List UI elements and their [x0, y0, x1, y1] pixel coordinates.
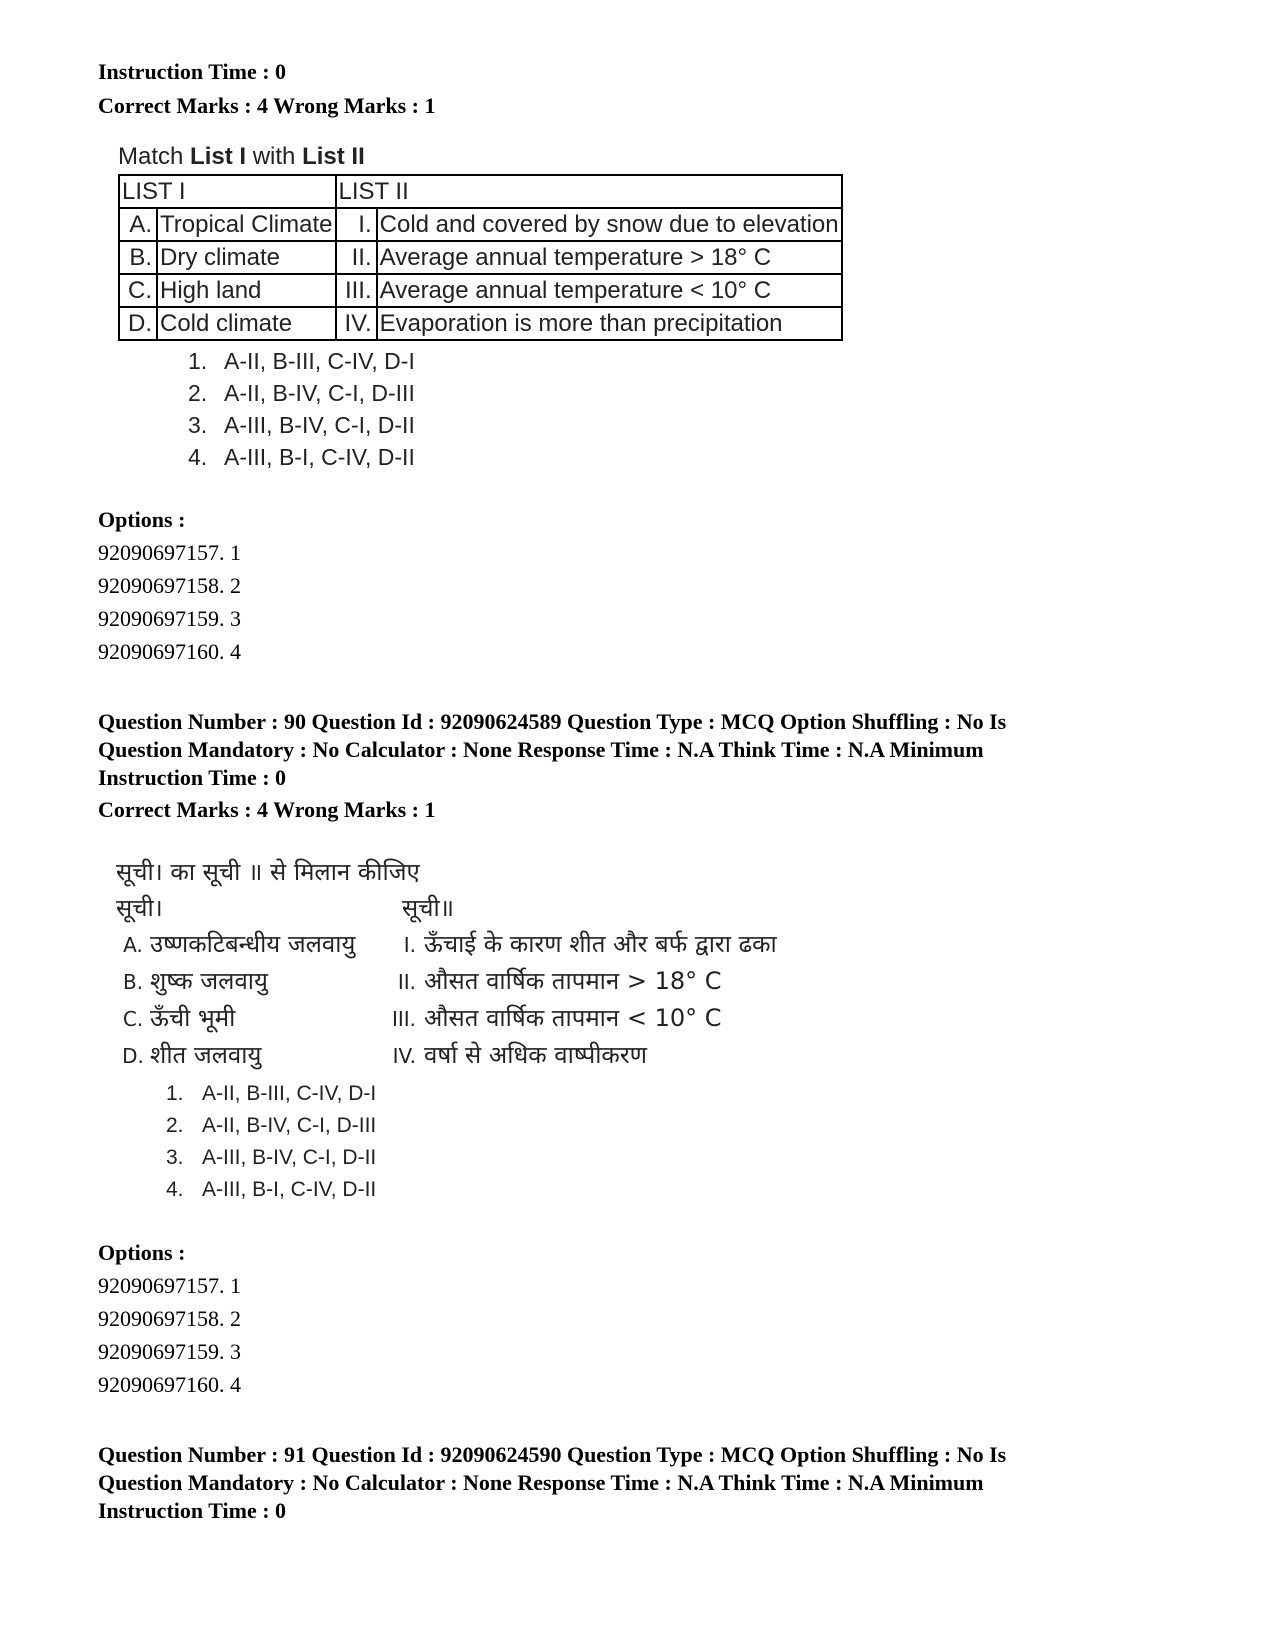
list-item: A. उष्णकटिबन्धीय जलवायु I. ऊँचाई के कारण शीत और बर्फ द्वारा ढका — [123, 930, 777, 958]
table-header-row — [119, 175, 842, 208]
question-meta: Question Number : 90 Question Id : 92090624589 Question Type : MCQ Option Shuffling : No Is Question Mandatory : No Calculator : None Response Time : N.A Think Time : N.A Minimum Instruction Time : 0 Correct Marks : 4 Wrong Marks : 1 — [98, 709, 1007, 822]
list-item: 2. A-II, B-IV, C-I, D-III — [166, 1114, 377, 1137]
option-item: 92090697157. 1 — [98, 1273, 241, 1298]
table-row: A. Tropical Climate I. Cold and covered by snow due to elevation — [119, 208, 842, 241]
list2-header: LIST II — [336, 175, 842, 208]
option-item: 92090697160. 4 — [98, 1372, 241, 1397]
list-item: 1. A-II, B-III, C-IV, D-I — [166, 1082, 377, 1105]
option-item: 92090697160. 4 — [98, 639, 241, 664]
list-headers: सूची। सूची॥ — [116, 894, 455, 922]
list-item: 3. A-III, B-IV, C-I, D-II — [166, 1146, 377, 1169]
table-row: C. High land III. Average annual temperature < 10° C — [119, 274, 842, 307]
document-page — [98, 58, 1198, 1525]
option-item: 92090697158. 2 — [98, 573, 241, 598]
option-item: 92090697158. 2 — [98, 1306, 241, 1331]
options-list — [98, 1269, 1198, 1401]
list-item: C. ऊँची भूमी III. औसत वार्षिक तापमान < 10° C — [122, 1004, 722, 1032]
list-item: 3. A-III, B-IV, C-I, D-II — [188, 412, 415, 438]
table-row: B. Dry climate II. Average annual temperature > 18° C — [119, 241, 842, 274]
list-item: 2. A-II, B-IV, C-I, D-III — [188, 380, 415, 406]
question-meta: Question Number : 91 Question Id : 92090624590 Question Type : MCQ Option Shuffling : No Is Question Mandatory : No Calculator : None Response Time : N.A Think Time : N.A Minimum Instruction Time : 0 — [98, 1442, 1007, 1523]
option-item: 92090697157. 1 — [98, 540, 241, 565]
answer-choices — [116, 1078, 1198, 1206]
options-list — [98, 536, 1198, 668]
question-heading: सूची। का सूची ॥ से मिलान कीजिए — [116, 858, 420, 886]
options-label: Options : — [98, 507, 186, 532]
match-table — [118, 174, 843, 341]
list-item: 1. A-II, B-III, C-IV, D-I — [188, 348, 415, 374]
instruction-time: Instruction Time : 0 — [98, 59, 287, 84]
question-image-english — [118, 142, 1198, 473]
table-row: D. Cold climate IV. Evaporation is more than precipitation — [119, 307, 842, 340]
option-item: 92090697159. 3 — [98, 1339, 241, 1364]
list1-header: LIST I — [119, 175, 336, 208]
marks-line: Correct Marks : 4 Wrong Marks : 1 — [98, 93, 436, 118]
option-item: 92090697159. 3 — [98, 606, 241, 631]
list-item: 4. A-III, B-I, C-IV, D-II — [188, 444, 415, 470]
options-label: Options : — [98, 1240, 186, 1265]
list-item: 4. A-III, B-I, C-IV, D-II — [166, 1178, 377, 1201]
answer-choices — [118, 345, 1198, 473]
question-image-hindi — [116, 854, 1198, 1206]
list-item: D. शीत जलवायु IV. वर्षा से अधिक वाष्पीकरण — [122, 1041, 648, 1069]
list-item: B. शुष्क जलवायु II. औसत वार्षिक तापमान > 18° C — [122, 967, 722, 995]
question-heading: Match List I with List II — [118, 143, 365, 170]
